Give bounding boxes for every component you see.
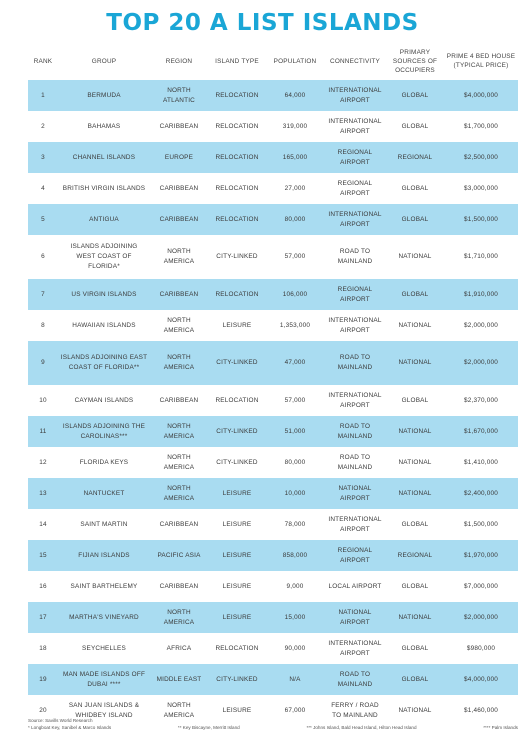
header-cell: RANK (33, 57, 53, 65)
group-cell: FIJIAN ISLANDS (58, 540, 150, 571)
rank-cell: 7 (28, 279, 58, 310)
region-cell: EUROPE (150, 142, 208, 173)
occupiers-cell: GLOBAL (386, 204, 444, 235)
region-cell: NORTH AMERICA (163, 453, 195, 471)
table-row (28, 478, 518, 509)
group-cell: HAWAIIAN ISLANDS (72, 321, 136, 329)
footnote: ** Key Biscayne, Merritt Island (177, 725, 240, 730)
rank-cell: 12 (39, 458, 47, 466)
island-type-cell: LEISURE (208, 540, 266, 571)
occupiers-cell: NATIONAL (386, 478, 444, 509)
connectivity-cell: INTERNATIONAL AIRPORT (328, 316, 382, 334)
group-cell: SAINT MARTIN (80, 520, 128, 528)
price-cell: $1,460,000 (464, 706, 498, 714)
group-cell: CHANNEL ISLANDS (58, 142, 150, 173)
price-cell: $1,700,000 (464, 122, 498, 130)
region-cell: CARIBBEAN (159, 396, 199, 404)
price-cell: $2,000,000 (444, 602, 518, 633)
connectivity-cell: ROAD TO MAINLAND (324, 664, 386, 695)
rank-cell: 16 (39, 582, 47, 590)
population-cell: 51,000 (266, 416, 324, 447)
price-cell: $4,000,000 (444, 664, 518, 695)
region-cell: CARIBBEAN (159, 122, 199, 130)
region-cell: CARIBBEAN (159, 582, 199, 590)
group-cell: FLORIDA KEYS (79, 458, 129, 466)
population-cell: 319,000 (282, 122, 308, 130)
connectivity-cell: INTERNATIONAL AIRPORT (328, 391, 382, 409)
header-cell: POPULATION (273, 57, 317, 65)
region-cell: CARIBBEAN (150, 204, 208, 235)
group-cell: BAHAMAS (87, 122, 121, 130)
footnote: *** Johns Island, Bald Head Island, Hilton Head Island (306, 725, 417, 730)
island-type-cell: RELOCATION (208, 204, 266, 235)
connectivity-cell: REGIONAL AIRPORT (337, 179, 373, 197)
region-cell: AFRICA (166, 644, 192, 652)
rank-cell: 10 (39, 396, 47, 404)
price-cell: $1,500,000 (464, 520, 498, 528)
table-row (28, 664, 518, 695)
connectivity-cell: REGIONAL AIRPORT (324, 142, 386, 173)
source-note: Source: Savills World Research (28, 718, 93, 723)
rank-cell: 18 (39, 644, 47, 652)
rank-cell: 15 (28, 540, 58, 571)
island-type-cell: LEISURE (222, 706, 252, 714)
group-cell: ANTIGUA (58, 204, 150, 235)
table-row (28, 235, 518, 279)
rank-cell: 17 (28, 602, 58, 633)
rank-cell: 11 (28, 416, 58, 447)
connectivity-cell: NATIONAL AIRPORT (324, 478, 386, 509)
price-cell: $2,000,000 (464, 321, 498, 329)
population-cell: N/A (266, 664, 324, 695)
table-row (28, 173, 518, 204)
connectivity-cell: LOCAL AIRPORT (328, 582, 382, 590)
price-cell: $3,000,000 (464, 184, 498, 192)
region-cell: NORTH AMERICA (150, 416, 208, 447)
price-cell: $1,970,000 (444, 540, 518, 571)
connectivity-cell: NATIONAL AIRPORT (324, 602, 386, 633)
rank-cell: 1 (28, 80, 58, 111)
header-row (28, 42, 518, 80)
price-cell: $980,000 (466, 644, 496, 652)
group-cell: SAN JUAN ISLANDS & WHIDBEY ISLAND (68, 701, 140, 719)
rank-cell: 2 (41, 122, 45, 130)
table-row (28, 385, 518, 416)
population-cell: 15,000 (266, 602, 324, 633)
header-cell: GROUP (91, 57, 117, 65)
connectivity-cell: INTERNATIONAL AIRPORT (324, 204, 386, 235)
region-cell: CARIBBEAN (150, 279, 208, 310)
occupiers-cell: GLOBAL (401, 122, 429, 130)
connectivity-cell: INTERNATIONAL AIRPORT (328, 639, 382, 657)
table-row (28, 310, 518, 341)
price-cell: $2,370,000 (464, 396, 498, 404)
table-row (28, 111, 518, 142)
header-cell: CONNECTIVITY (330, 57, 380, 65)
island-type-cell: RELOCATION (208, 279, 266, 310)
occupiers-cell: GLOBAL (401, 396, 429, 404)
header-cell: ISLAND TYPE (215, 57, 259, 65)
population-cell: 1,353,000 (279, 321, 311, 329)
table-row (28, 540, 518, 571)
connectivity-cell: REGIONAL AIRPORT (324, 540, 386, 571)
population-cell: 106,000 (266, 279, 324, 310)
population-cell: 67,000 (284, 706, 306, 714)
rank-cell: 19 (28, 664, 58, 695)
occupiers-cell: NATIONAL (386, 341, 444, 385)
page-title: TOP 20 A LIST ISLANDS (106, 10, 419, 36)
table-row (28, 447, 518, 478)
occupiers-cell: GLOBAL (386, 279, 444, 310)
population-cell: 80,000 (266, 204, 324, 235)
rank-cell: 14 (39, 520, 47, 528)
occupiers-cell: GLOBAL (401, 520, 429, 528)
island-type-cell: RELOCATION (208, 142, 266, 173)
island-type-cell: CITY-LINKED (216, 253, 258, 260)
occupiers-cell: REGIONAL (386, 540, 444, 571)
group-cell: MARTHA'S VINEYARD (58, 602, 150, 633)
price-cell: $4,000,000 (444, 80, 518, 111)
rank-cell: 6 (41, 253, 45, 260)
group-cell: CAYMAN ISLANDS (74, 396, 134, 404)
footnotes (28, 724, 518, 731)
group-cell: SAINT BARTHELEMY (70, 582, 138, 590)
connectivity-cell: REGIONAL AIRPORT (324, 279, 386, 310)
connectivity-cell: ROAD TO MAINLAND (324, 341, 386, 385)
rank-cell: 13 (28, 478, 58, 509)
connectivity-cell: ROAD TO MAINLAND (337, 453, 373, 471)
region-cell: CARIBBEAN (159, 184, 199, 192)
rank-cell: 9 (28, 341, 58, 385)
price-cell: $1,910,000 (444, 279, 518, 310)
occupiers-cell: NATIONAL (398, 458, 432, 466)
table-row (28, 509, 518, 540)
table-body (28, 80, 518, 726)
table-row (28, 602, 518, 633)
island-type-cell: LEISURE (222, 582, 252, 590)
group-cell: BERMUDA (58, 80, 150, 111)
island-type-cell: LEISURE (208, 602, 266, 633)
price-cell: $1,500,000 (444, 204, 518, 235)
region-cell: NORTH AMERICA (150, 602, 208, 633)
price-cell: $7,000,000 (464, 582, 498, 590)
population-cell: 80,000 (284, 458, 306, 466)
rank-cell: 8 (41, 321, 45, 329)
price-cell: $1,710,000 (464, 253, 498, 260)
occupiers-cell: GLOBAL (401, 184, 429, 192)
header-cell: REGION (165, 57, 193, 65)
table-row (28, 142, 518, 173)
population-cell: 9,000 (286, 582, 304, 590)
population-cell: 47,000 (266, 341, 324, 385)
population-cell: 57,000 (284, 253, 306, 260)
island-type-cell: CITY-LINKED (216, 458, 258, 466)
group-cell: NANTUCKET (58, 478, 150, 509)
rank-cell: 4 (41, 184, 45, 192)
occupiers-cell: NATIONAL (398, 253, 432, 260)
region-cell: PACIFIC ASIA (150, 540, 208, 571)
island-type-cell: RELOCATION (208, 80, 266, 111)
group-cell: ISLANDS ADJOINING WEST COAST OF FLORIDA* (70, 243, 138, 270)
population-cell: 165,000 (266, 142, 324, 173)
island-type-cell: LEISURE (208, 478, 266, 509)
occupiers-cell: GLOBAL (386, 664, 444, 695)
islands-table (28, 42, 518, 726)
occupiers-cell: NATIONAL (386, 602, 444, 633)
connectivity-cell: INTERNATIONAL AIRPORT (324, 80, 386, 111)
region-cell: NORTH AMERICA (163, 316, 195, 334)
group-cell: ISLANDS ADJOINING THE CAROLINAS*** (58, 416, 150, 447)
island-type-cell: RELOCATION (215, 396, 259, 404)
occupiers-cell: NATIONAL (386, 416, 444, 447)
connectivity-cell: FERRY / ROAD TO MAINLAND (331, 701, 379, 719)
price-cell: $1,670,000 (444, 416, 518, 447)
occupiers-cell: NATIONAL (398, 706, 432, 714)
population-cell: 64,000 (266, 80, 324, 111)
group-cell: MAN MADE ISLANDS OFF DUBAI **** (58, 664, 150, 695)
header-cell: PRIMARY SOURCES OF OCCUPIERS (392, 48, 438, 74)
population-cell: 57,000 (284, 396, 306, 404)
group-cell: US VIRGIN ISLANDS (58, 279, 150, 310)
region-cell: MIDDLE EAST (150, 664, 208, 695)
group-cell: SEYCHELLES (82, 644, 126, 652)
connectivity-cell: ROAD TO MAINLAND (324, 416, 386, 447)
connectivity-cell: INTERNATIONAL AIRPORT (328, 117, 382, 135)
connectivity-cell: ROAD TO MAINLAND (337, 248, 373, 265)
price-cell: $2,400,000 (444, 478, 518, 509)
island-type-cell: RELOCATION (215, 184, 259, 192)
region-cell: NORTH ATLANTIC (150, 80, 208, 111)
island-type-cell: CITY-LINKED (208, 664, 266, 695)
island-type-cell: RELOCATION (215, 122, 259, 130)
population-cell: 78,000 (284, 520, 306, 528)
island-type-cell: CITY-LINKED (208, 416, 266, 447)
occupiers-cell: NATIONAL (398, 321, 432, 329)
region-cell: CARIBBEAN (159, 520, 199, 528)
price-cell: $2,500,000 (444, 142, 518, 173)
island-type-cell: RELOCATION (215, 644, 259, 652)
region-cell: NORTH AMERICA (163, 248, 195, 265)
rank-cell: 5 (28, 204, 58, 235)
population-cell: 10,000 (266, 478, 324, 509)
island-type-cell: CITY-LINKED (208, 341, 266, 385)
table-row (28, 279, 518, 310)
occupiers-cell: GLOBAL (386, 80, 444, 111)
table-row (28, 416, 518, 447)
population-cell: 858,000 (266, 540, 324, 571)
header-cell: PRIME 4 BED HOUSE (TYPICAL PRICE) (446, 53, 516, 69)
table-row (28, 341, 518, 385)
table-row (28, 204, 518, 235)
footnote: **** Palm Islands (483, 725, 518, 730)
rank-cell: 20 (39, 706, 47, 714)
region-cell: NORTH AMERICA (150, 478, 208, 509)
connectivity-cell: INTERNATIONAL AIRPORT (328, 515, 382, 533)
occupiers-cell: GLOBAL (401, 582, 429, 590)
occupiers-cell: REGIONAL (386, 142, 444, 173)
region-cell: NORTH AMERICA (150, 341, 208, 385)
footer (28, 717, 518, 731)
group-cell: BRITISH VIRGIN ISLANDS (62, 184, 146, 192)
population-cell: 27,000 (284, 184, 306, 192)
table-row (28, 80, 518, 111)
region-cell: NORTH AMERICA (163, 701, 195, 719)
island-type-cell: LEISURE (222, 321, 252, 329)
table-row (28, 633, 518, 664)
price-cell: $2,000,000 (444, 341, 518, 385)
table-row (28, 571, 518, 602)
island-type-cell: LEISURE (222, 520, 252, 528)
price-cell: $1,410,000 (464, 458, 498, 466)
rank-cell: 3 (28, 142, 58, 173)
occupiers-cell: GLOBAL (401, 644, 429, 652)
group-cell: ISLANDS ADJOINING EAST COAST OF FLORIDA** (58, 341, 150, 385)
footnote: * Longboat Key, Sanibel & Marco Islands (28, 725, 112, 730)
population-cell: 90,000 (284, 644, 306, 652)
